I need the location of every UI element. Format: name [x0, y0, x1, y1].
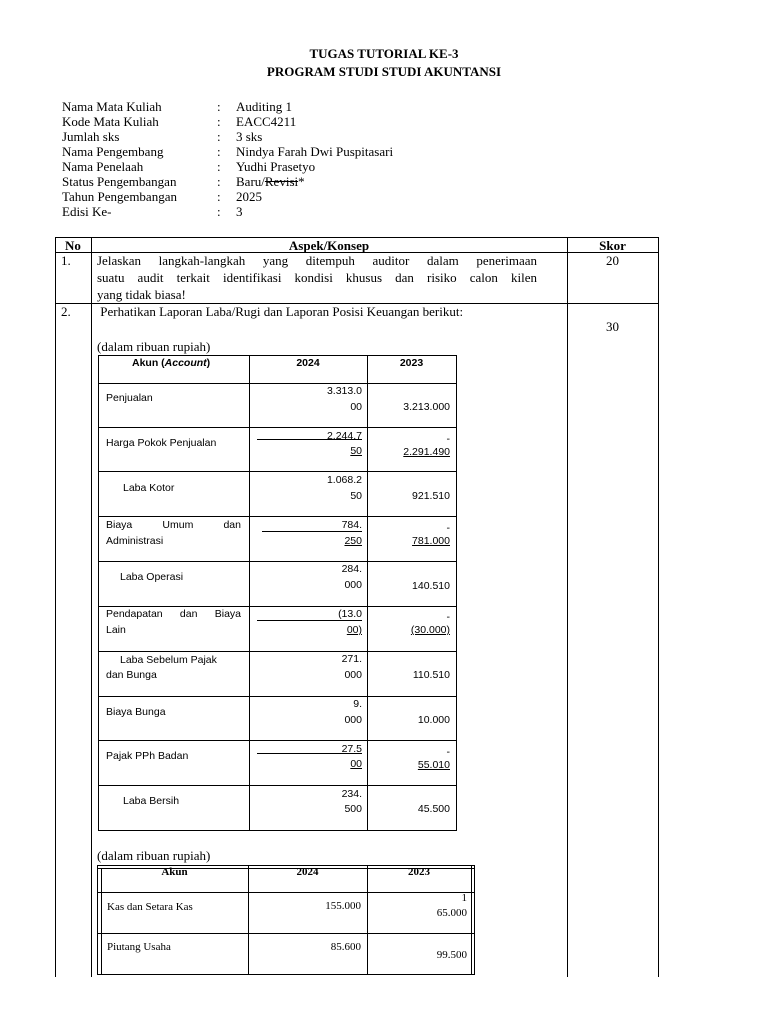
value-2024: 3.313.0: [326, 385, 362, 397]
header-account: Akun: [161, 866, 188, 878]
value-2024: 27.5: [341, 743, 362, 755]
table-border: [367, 865, 368, 975]
account-word: dan: [179, 608, 198, 620]
value-2023: 781.000: [412, 535, 450, 547]
account-label: [106, 608, 241, 620]
value-2024: 1.068.2: [326, 474, 362, 486]
table-border: [91, 237, 92, 977]
account-label: Laba Sebelum Pajak: [120, 654, 217, 666]
value-2024: 9.: [353, 698, 362, 710]
value-2024: 000: [344, 669, 362, 681]
value-2024: 50: [350, 490, 362, 502]
value-2024: 234.: [341, 788, 362, 800]
table-border: [98, 696, 457, 697]
account-word: Biaya: [214, 608, 241, 620]
table-border: [98, 606, 457, 607]
question-1-line: suatu audit terkait identifikasi kondisi khusus dan risiko calon kilen: [97, 270, 537, 285]
question-1-number: 1.: [61, 253, 71, 268]
account-label: Piutang Usaha: [107, 941, 171, 953]
table-border: [98, 383, 457, 384]
account-word: dan: [223, 519, 241, 531]
table-border: [97, 933, 475, 934]
strike-line: [257, 620, 362, 621]
value-2024: (13.0: [338, 608, 362, 620]
account-label: [106, 519, 241, 531]
account-label: Pajak PPh Badan: [106, 750, 189, 762]
table-border: [567, 237, 568, 977]
table-border: [98, 830, 457, 831]
meta-colon: :: [217, 174, 221, 189]
value-2023: 1: [461, 892, 467, 904]
table-border: [474, 865, 475, 975]
value-2024: 00: [350, 758, 362, 770]
header-account-close: ): [206, 357, 211, 369]
value-2024: 00: [350, 401, 362, 413]
value-2024: 000: [344, 579, 362, 591]
value-2023: 65.000: [436, 907, 467, 919]
account-label: Laba Operasi: [120, 571, 184, 583]
meta-value: 3: [236, 204, 243, 219]
meta-colon: :: [217, 204, 221, 219]
header-2024: 2024: [296, 357, 320, 369]
account-label: Administrasi: [106, 535, 164, 547]
header-account: [132, 357, 210, 369]
meta-value: 3 sks: [236, 129, 263, 144]
table-border: [98, 471, 457, 472]
account-word: Pendapatan: [106, 608, 163, 620]
status-new: Baru/: [236, 174, 265, 189]
value-2023: 3.213.000: [403, 401, 450, 413]
meta-label: Nama Mata Kuliah: [62, 99, 162, 114]
meta-label: Jumlah sks: [62, 129, 120, 144]
value-2024: 500: [344, 803, 362, 815]
value-2024: 250: [344, 535, 362, 547]
unit-note: (dalam ribuan rupiah): [97, 848, 211, 863]
account-label: Kas dan Setara Kas: [107, 901, 193, 913]
meta-value: EACC4211: [236, 114, 297, 129]
header-aspect: Aspek/Konsep: [288, 238, 370, 253]
value-2023: 99.500: [436, 949, 467, 961]
value-2023-sign: -: [446, 433, 450, 445]
meta-colon: :: [217, 99, 221, 114]
table-border: [98, 516, 457, 517]
header-account-text: Akun (: [132, 357, 165, 369]
meta-value: Auditing 1: [236, 99, 292, 114]
table-border: [471, 865, 472, 975]
meta-label: Nama Pengembang: [62, 144, 164, 159]
value-2023-sign: -: [446, 611, 450, 623]
header-account-italic: Account: [164, 357, 207, 369]
document-title: TUGAS TUTORIAL KE-3: [309, 46, 459, 61]
value-2024: 00): [346, 624, 362, 636]
value-2024: 85.600: [330, 941, 361, 953]
value-2024: 784.: [341, 519, 362, 531]
meta-colon: :: [217, 189, 221, 204]
header-2024: 2024: [296, 866, 319, 878]
value-2023: 140.510: [412, 580, 450, 592]
table-border: [101, 868, 102, 975]
value-2024: 155.000: [325, 900, 361, 912]
table-border: [97, 974, 475, 975]
value-2023: 2.291.490: [403, 446, 450, 458]
value-2023: 110.510: [412, 669, 450, 681]
account-word: Biaya: [106, 519, 133, 531]
value-2023: 45.500: [417, 803, 450, 815]
meta-value: 2025: [236, 189, 262, 204]
meta-label: Edisi Ke-: [62, 204, 112, 219]
account-label: Lain: [106, 624, 126, 636]
value-2024: 000: [344, 714, 362, 726]
table-border: [456, 355, 457, 831]
question-2-text: Perhatikan Laporan Laba/Rugi dan Laporan Posisi Keuangan berikut:: [97, 304, 464, 319]
header-2023: 2023: [399, 357, 424, 369]
table-border: [55, 237, 56, 977]
meta-label: Status Pengembangan: [62, 174, 177, 189]
account-label: Harga Pokok Penjualan: [106, 437, 217, 449]
account-label: Biaya Bunga: [106, 706, 166, 718]
meta-label: Tahun Pengembangan: [62, 189, 177, 204]
header-score: Skor: [599, 238, 626, 253]
table-border: [97, 865, 98, 975]
value-2023: (30.000): [410, 624, 450, 636]
value-2023-sign: -: [446, 522, 450, 534]
meta-value: [236, 174, 305, 189]
question-1-line: yang tidak biasa!: [97, 287, 186, 302]
meta-colon: :: [217, 144, 221, 159]
account-label: dan Bunga: [106, 669, 157, 681]
meta-value: Nindya Farah Dwi Puspitasari: [236, 144, 394, 159]
meta-colon: :: [217, 129, 221, 144]
status-revision-struck: Revisi: [264, 174, 299, 189]
document-subtitle: PROGRAM STUDI STUDI AKUNTANSI: [266, 64, 502, 79]
value-2023-sign: -: [446, 746, 450, 758]
table-border: [98, 355, 457, 356]
question-2-number: 2.: [61, 304, 71, 319]
value-2024: 2.244.7: [326, 430, 362, 442]
meta-label: Kode Mata Kuliah: [62, 114, 159, 129]
table-border: [98, 740, 457, 741]
meta-value: Yudhi Prasetyo: [236, 159, 316, 174]
value-2024: 50: [350, 445, 362, 457]
meta-colon: :: [217, 114, 221, 129]
header-no: No: [65, 238, 81, 253]
table-border: [98, 651, 457, 652]
table-border: [367, 355, 368, 831]
account-label: Laba Kotor: [123, 482, 175, 494]
value-2024: 271.: [341, 653, 362, 665]
table-border: [98, 355, 99, 831]
value-2023: 55.010: [417, 759, 450, 771]
question-1-score: 20: [606, 253, 619, 268]
table-border: [98, 427, 457, 428]
table-border: [249, 355, 250, 831]
value-2023: 10.000: [417, 714, 450, 726]
value-2024: 284.: [341, 563, 362, 575]
account-label: Laba Bersih: [123, 795, 180, 807]
table-border: [98, 785, 457, 786]
strike-line: [262, 531, 362, 532]
value-2023: 921.510: [412, 490, 450, 502]
question-1-line: Jelaskan langkah-langkah yang ditempuh auditor dalam penerimaan: [97, 253, 537, 268]
status-asterisk: *: [298, 174, 305, 189]
account-label: Penjualan: [106, 392, 153, 404]
table-border: [98, 561, 457, 562]
table-border: [248, 865, 249, 975]
account-word: Umum: [162, 519, 194, 531]
meta-colon: :: [217, 159, 221, 174]
question-2-score: 30: [606, 319, 619, 334]
unit-note: (dalam ribuan rupiah): [97, 339, 211, 354]
meta-label: Nama Penelaah: [62, 159, 144, 174]
header-2023: 2023: [408, 866, 430, 878]
table-border: [658, 237, 659, 977]
